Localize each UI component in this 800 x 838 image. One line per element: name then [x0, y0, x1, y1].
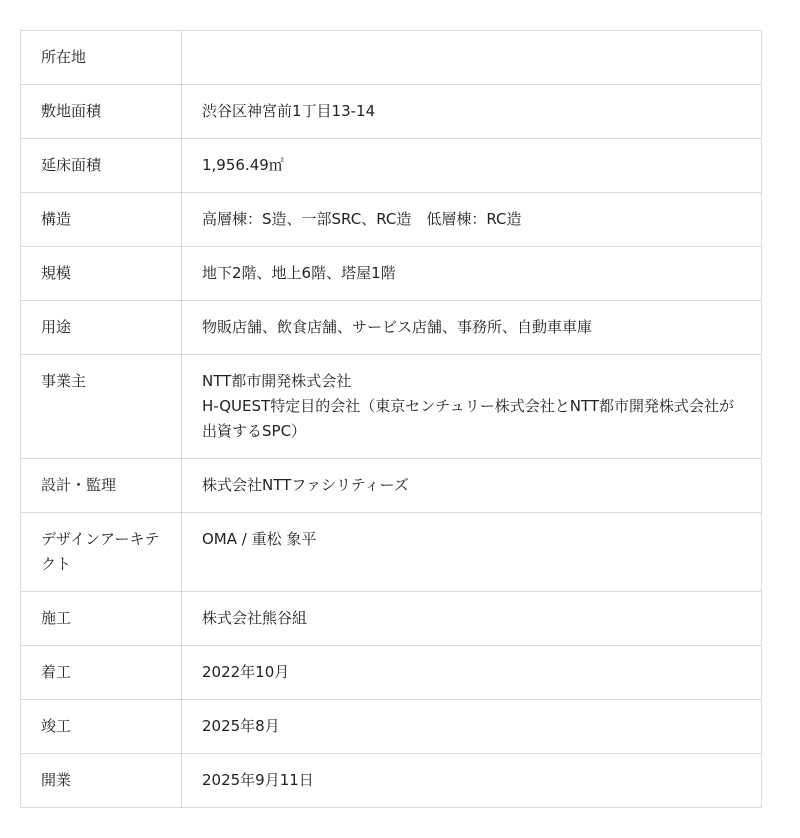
value-line: 地下2階、地上6階、塔屋1階 [202, 264, 396, 282]
table-row [21, 355, 762, 459]
table-row [21, 31, 762, 85]
value-line: 1,956.49㎡ [202, 156, 284, 174]
project-info-table [20, 30, 762, 808]
row-label: 事業主 [21, 355, 182, 459]
row-value [182, 700, 762, 754]
table-row [21, 592, 762, 646]
table-row [21, 513, 762, 592]
row-label: 竣工 [21, 700, 182, 754]
row-value [182, 247, 762, 301]
value-line: 2022年10月 [202, 663, 290, 681]
row-value [182, 592, 762, 646]
table-row [21, 247, 762, 301]
table-row [21, 754, 762, 808]
row-value [182, 193, 762, 247]
table-row [21, 139, 762, 193]
row-label: 規模 [21, 247, 182, 301]
row-value [182, 513, 762, 592]
row-label: 所在地 [21, 31, 182, 85]
table-row [21, 301, 762, 355]
value-line: 高層棟：S造、一部SRC、RC造 低層棟：RC造 [202, 210, 522, 228]
value-line: NTT都市開発株式会社 [202, 372, 352, 390]
table-row [21, 85, 762, 139]
row-value [182, 355, 762, 459]
row-label: 着工 [21, 646, 182, 700]
row-value [182, 139, 762, 193]
value-line: H-QUEST特定目的会社（東京センチュリー株式会社とNTT都市開発株式会社が出資するSPC） [202, 397, 735, 440]
row-label: 延床面積 [21, 139, 182, 193]
value-line: OMA / 重松 象平 [202, 530, 317, 548]
table-row [21, 193, 762, 247]
value-line: 2025年8月 [202, 717, 280, 735]
row-label: 施工 [21, 592, 182, 646]
row-label: 敷地面積 [21, 85, 182, 139]
value-line: 株式会社熊谷組 [202, 609, 308, 627]
row-label: デザインアーキテクト [21, 513, 182, 592]
row-label: 設計・監理 [21, 459, 182, 513]
row-label: 開業 [21, 754, 182, 808]
row-label: 構造 [21, 193, 182, 247]
table-row [21, 459, 762, 513]
table-row [21, 646, 762, 700]
row-value [182, 754, 762, 808]
row-label: 用途 [21, 301, 182, 355]
row-value [182, 459, 762, 513]
row-value [182, 646, 762, 700]
row-value [182, 31, 762, 85]
value-line: 株式会社NTTファシリティーズ [202, 476, 409, 494]
table-row [21, 700, 762, 754]
value-line: 渋谷区神宮前1丁目13-14 [202, 102, 376, 120]
value-line: 2025年9月11日 [202, 771, 314, 789]
row-value [182, 301, 762, 355]
row-value [182, 85, 762, 139]
value-line: 物販店舗、飲食店舗、サービス店舗、事務所、自動車車庫 [202, 318, 593, 336]
